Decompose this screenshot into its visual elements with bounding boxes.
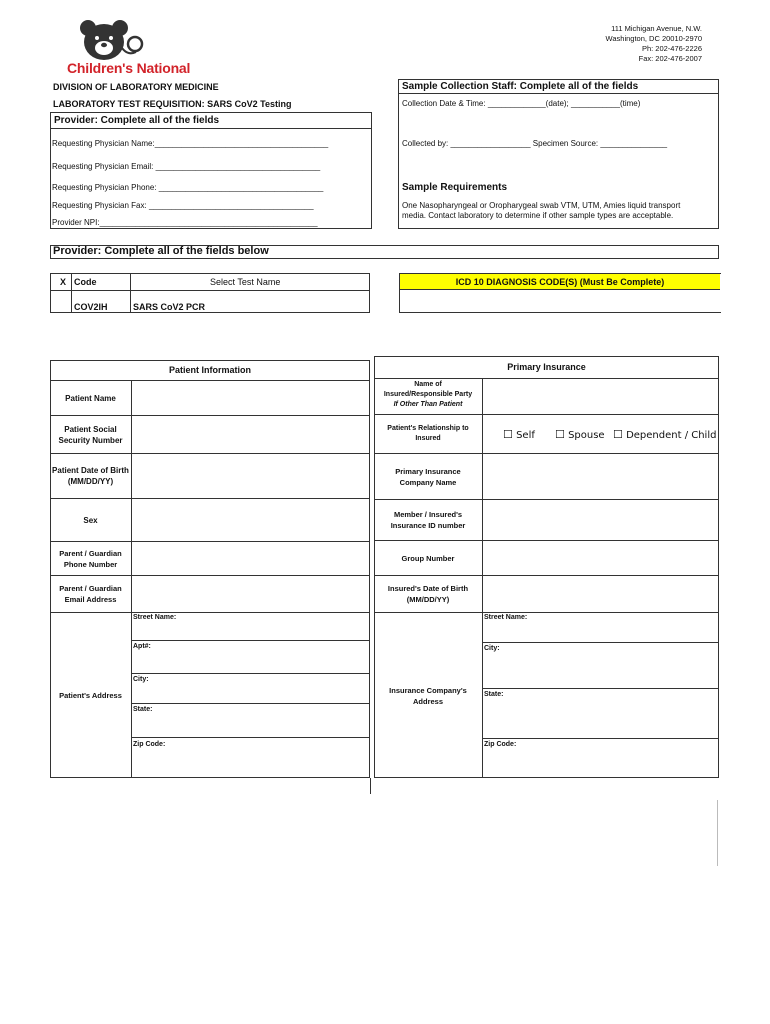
patient-apt-input[interactable]: [134, 653, 370, 673]
patient-street-label: Street Name:: [133, 614, 177, 621]
patient-col-divider: [131, 380, 132, 778]
test-col-code: Code: [74, 277, 97, 287]
patient-address-label: Patient's Address: [59, 691, 122, 700]
patient-address-divider: [131, 737, 370, 738]
patient-address-divider: [131, 703, 370, 704]
guardian-email-input[interactable]: [134, 579, 370, 611]
spouse-option-label: Spouse: [568, 430, 605, 441]
logo: [60, 18, 220, 80]
sample-requirements-text-2: media. Contact laboratory to determine if other sample types are acceptable.: [402, 211, 674, 220]
address-line-1: 111 Michigan Avenue, N.W.: [611, 24, 702, 33]
guardian-email-label: Parent / Guardian Email Address: [59, 584, 122, 604]
insured-name-line-3: If Other Than Patient: [393, 401, 463, 408]
icd-code-input[interactable]: [402, 292, 720, 312]
address-line-4: Fax: 202-476-2007: [638, 54, 702, 63]
spouse-option[interactable]: [555, 428, 605, 441]
insurance-company-input[interactable]: [485, 457, 719, 498]
requisition-title: LABORATORY TEST REQUISITION: SARS CoV2 Testing: [53, 99, 292, 109]
physician-phone-field[interactable]: Requesting Physician Phone: _____________________________________: [52, 183, 324, 192]
relationship-label: Patient's Relationship to Insured: [387, 425, 469, 442]
patient-zip-label: Zip Code:: [133, 741, 166, 748]
insurance-company-label: Primary Insurance Company Name: [395, 466, 461, 487]
test-table-col-divider-1: [71, 273, 72, 313]
spouse-checkbox[interactable]: ☐: [555, 428, 565, 441]
dependent-option[interactable]: [613, 428, 716, 441]
insured-name-label: [374, 380, 482, 410]
test-select-checkbox[interactable]: [52, 292, 70, 311]
self-checkbox[interactable]: ☐: [503, 428, 513, 441]
insurance-address-divider: [482, 688, 719, 689]
insured-dob-label: Insured's Date of Birth (MM/DD/YY): [387, 584, 469, 604]
group-number-input[interactable]: [485, 544, 719, 574]
physician-name-field[interactable]: Requesting Physician Name:_______________________________________: [52, 139, 329, 148]
insured-name-line-2: Insured/Responsible Party: [383, 391, 473, 398]
patient-address-divider: [131, 673, 370, 674]
patient-sex-label: Sex: [83, 515, 98, 525]
page-margin-line: [370, 778, 371, 794]
patient-ssn-label: Patient Social Security Number: [58, 424, 123, 445]
patient-sex-input[interactable]: [134, 502, 370, 540]
guardian-phone-label: Parent / Guardian Phone Number: [59, 548, 122, 569]
insurance-state-input[interactable]: [485, 701, 719, 737]
insurance-city-input[interactable]: [485, 655, 719, 687]
patient-street-input[interactable]: [134, 624, 370, 640]
patient-name-input[interactable]: [134, 384, 370, 414]
patient-zip-input[interactable]: [134, 751, 370, 777]
insured-name-line-1: Name of: [414, 381, 442, 388]
test-table-header-divider: [50, 290, 370, 291]
patient-name-label: Patient Name: [65, 393, 116, 403]
sample-requirements-heading: Sample Requirements: [402, 182, 508, 193]
patient-dob-label: Patient Date of Birth (MM/DD/YY): [52, 466, 129, 486]
test-section-heading: Provider: Complete all of the fields below: [53, 245, 269, 257]
insurance-city-label: City:: [484, 645, 500, 652]
self-option-label: Self: [516, 430, 535, 441]
provider-heading: Provider: Complete all of the fields: [54, 115, 220, 126]
page-margin-line-right: [717, 800, 718, 866]
collection-heading: Sample Collection Staff: Complete all of the fields: [402, 81, 639, 92]
sample-requirements-text-1: One Nasopharyngeal or Oropharygeal swab VTM, UTM, Amies liquid transport: [402, 201, 681, 210]
dependent-checkbox[interactable]: ☐: [613, 428, 623, 441]
insurance-address-divider: [482, 642, 719, 643]
division-title: DIVISION OF LABORATORY MEDICINE: [53, 82, 219, 92]
group-number-label: Group Number: [401, 553, 455, 563]
patient-city-label: City:: [133, 676, 149, 683]
insurance-heading: Primary Insurance: [507, 362, 586, 372]
patient-ssn-input[interactable]: [134, 419, 370, 452]
insurance-street-label: Street Name:: [484, 614, 528, 621]
patient-state-label: State:: [133, 706, 153, 713]
guardian-phone-input[interactable]: [134, 545, 370, 574]
dependent-option-label: Dependent / Child: [626, 430, 717, 441]
patient-dob-input[interactable]: [134, 457, 370, 497]
collection-heading-divider: [398, 93, 719, 94]
insurance-state-label: State:: [484, 691, 504, 698]
insured-name-input[interactable]: [485, 381, 719, 414]
patient-apt-label: Apt#:: [133, 643, 151, 650]
test-row-name: SARS CoV2 PCR: [133, 302, 206, 312]
test-table-col-divider-2: [130, 273, 131, 313]
physician-email-field[interactable]: Requesting Physician Email: _____________________________________: [52, 162, 321, 171]
patient-state-input[interactable]: [134, 716, 370, 737]
insurance-address-label: Insurance Company's Address: [389, 685, 467, 706]
member-id-label: Member / Insured's Insurance ID number: [390, 510, 466, 530]
insurance-zip-input[interactable]: [485, 751, 719, 777]
insurance-zip-label: Zip Code:: [484, 741, 517, 748]
collection-date-time-field[interactable]: Collection Date & Time: _____________(date); ___________(time): [402, 99, 641, 108]
provider-npi-field[interactable]: Provider NPI:_________________________________________________: [52, 218, 318, 227]
self-option[interactable]: [503, 428, 535, 441]
patient-info-heading: Patient Information: [168, 365, 251, 375]
teddy-bear-icon: [70, 18, 160, 62]
collected-by-field[interactable]: Collected by: __________________ Specimen Source: _______________: [402, 139, 668, 148]
test-col-name: Select Test Name: [210, 277, 281, 287]
patient-address-divider: [131, 640, 370, 641]
test-row-code: COV2IH: [74, 302, 108, 312]
test-col-x: X: [60, 277, 67, 287]
patient-city-input[interactable]: [134, 686, 370, 703]
insurance-col-divider: [482, 378, 483, 778]
physician-fax-field[interactable]: Requesting Physician Fax: _____________________________________: [52, 201, 314, 210]
insured-dob-input[interactable]: [485, 579, 719, 611]
org-address: [606, 24, 702, 64]
org-name: Children's National: [67, 60, 191, 76]
address-line-3: Ph: 202-476-2226: [641, 44, 702, 53]
insurance-address-divider: [482, 738, 719, 739]
insurance-heading-divider: [374, 378, 719, 379]
provider-heading-divider: [50, 128, 372, 129]
insurance-street-input[interactable]: [485, 624, 719, 642]
icd-header-label: ICD 10 DIAGNOSIS CODE(S) (Must Be Complete): [455, 277, 665, 287]
member-id-input[interactable]: [485, 503, 719, 539]
address-line-2: Washington, DC 20010-2970: [605, 34, 702, 43]
